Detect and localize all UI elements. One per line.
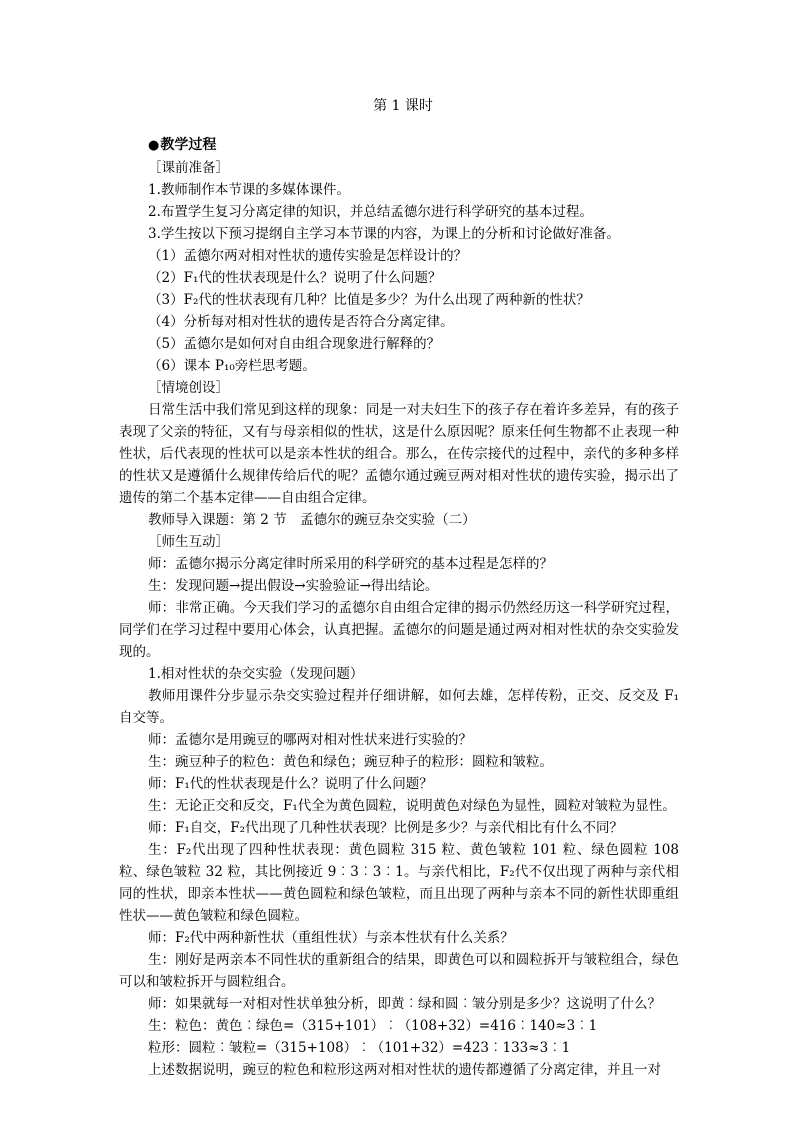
dialogue-line: 生：发现问题→提出假设→实验验证→得出结论。 (148, 578, 439, 594)
list-item: （3）F₂代的性状表现有几种？比值是多少？为什么出现了两种新的性状？ (148, 292, 590, 308)
paragraph: 1.教师制作本节课的多媒体课件。 (148, 182, 350, 198)
paragraph: 3.学生按以下预习提纲自主学习本节课的内容，为课上的分析和讨论做好准备。 (148, 226, 620, 242)
list-item: （2）F₁代的性状表现是什么？说明了什么问题？ (148, 270, 442, 286)
paragraph: 教师用课件分步显示杂交实验过程并仔细讲解，如何去雄，怎样传粉，正交、反交及 F₁自交等。 (119, 688, 679, 726)
dialogue-line: 师：F₁自交，F₂代出现了几种性状表现？比例是多少？与亲代相比有什么不同？ (148, 820, 624, 836)
paragraph: 教师导入课题：第 2 节 孟德尔的豌豆杂交实验（二） (148, 512, 476, 528)
list-item: （4）分析每对相对性状的遗传是否符合分离定律。 (148, 314, 454, 330)
list-item: （6）课本 P₁₀旁栏思考题。 (148, 358, 316, 374)
dialogue-line: 师：F₂代中两种新性状（重组性状）与亲本性状有什么关系？ (148, 930, 514, 946)
bullet-icon: ● (148, 138, 160, 153)
dialogue-line: 生：刚好是两亲本不同性状的重新组合的结果，即黄色可以和圆粒拆开与皱粒组合，绿色可以和皱粒拆开与圆粒组合。 (119, 952, 679, 990)
page-title: 第 1 课时 (373, 98, 433, 114)
subsection-label-scenario: ［情境创设］ (148, 380, 229, 396)
section-heading (148, 134, 679, 157)
dialogue-line: 师：孟德尔揭示分离定律时所采用的科学研究的基本过程是怎样的？ (148, 556, 553, 572)
paragraph: 上述数据说明，豌豆的粒色和粒形这两对相对性状的遗传都遵循了分离定律，并且一对 (148, 1062, 661, 1078)
dialogue-line: 师：F₁代的性状表现是什么？说明了什么问题？ (148, 776, 433, 792)
paragraph: 1.相对性状的杂交实验（发现问题） (148, 666, 364, 682)
subsection-label-interaction: ［师生互动］ (148, 534, 229, 550)
dialogue-line: 师：孟德尔是用豌豆的哪两对相对性状来进行实验的？ (148, 732, 472, 748)
dialogue-line: 生：豌豆种子的粒色：黄色和绿色；豌豆种子的粒形：圆粒和皱粒。 (148, 754, 553, 770)
dialogue-line: 生：粒色：黄色︰绿色=（315+101）︰（108+32）=416︰140≈3︰1 (148, 1018, 598, 1034)
dialogue-line: 生：无论正交和反交，F₁代全为黄色圆粒，说明黄色对绿色为显性，圆粒对皱粒为显性。 (148, 798, 676, 814)
paragraph: 2.布置学生复习分离定律的知识，并总结孟德尔进行科学研究的基本过程。 (148, 204, 593, 220)
dialogue-line: 师：如果就每一对相对性状单独分析，即黄︰绿和圆︰皱分别是多少？这说明了什么？ (148, 996, 661, 1012)
dialogue-line: 生：F₂代出现了四种性状表现：黄色圆粒 315 粒、黄色皱粒 101 粒、绿色圆粒 108 粒、绿色皱粒 32 粒，其比例接近 9︰3︰3︰1。与亲代相比，F₂代不仅出现了两种与亲代相同的性状，即亲本性状——黄色圆粒和绿色皱粒，而且出现了两种与亲本不同的新性状即重组性状——黄色皱粒和绿色圆粒。 (119, 842, 679, 924)
subsection-label-prep: ［课前准备］ (148, 160, 229, 176)
section-heading-text: 教学过程 (160, 137, 217, 153)
list-item: （1）孟德尔两对相对性状的遗传实验是怎样设计的？ (148, 248, 468, 264)
dialogue-line: 粒形：圆粒︰皱粒=（315+108）︰（101+32）=423︰133≈3︰1 (148, 1040, 571, 1056)
dialogue-line: 师：非常正确。今天我们学习的孟德尔自由组合定律的揭示仍然经历这一科学研究过程，同学们在学习过程中要用心体会，认真把握。孟德尔的问题是通过两对相对性状的杂交实验发现的。 (119, 600, 679, 660)
document-body (119, 96, 679, 1081)
list-item: （5）孟德尔是如何对自由组合现象进行解释的？ (148, 336, 441, 352)
paragraph: 日常生活中我们常见到这样的现象：同是一对夫妇生下的孩子存在着许多差异，有的孩子表现了父亲的特征，又有与母亲相似的性状，这是什么原因呢？原来任何生物都不止表现一种性状，后代表现的性状可以是亲本性状的组合。那么，在传宗接代的过程中，亲代的多种多样的性状又是遵循什么规律传给后代的呢？孟德尔通过豌豆两对相对性状的遗传实验，揭示出了遗传的第二个基本定律——自由组合定律。 (119, 402, 679, 506)
